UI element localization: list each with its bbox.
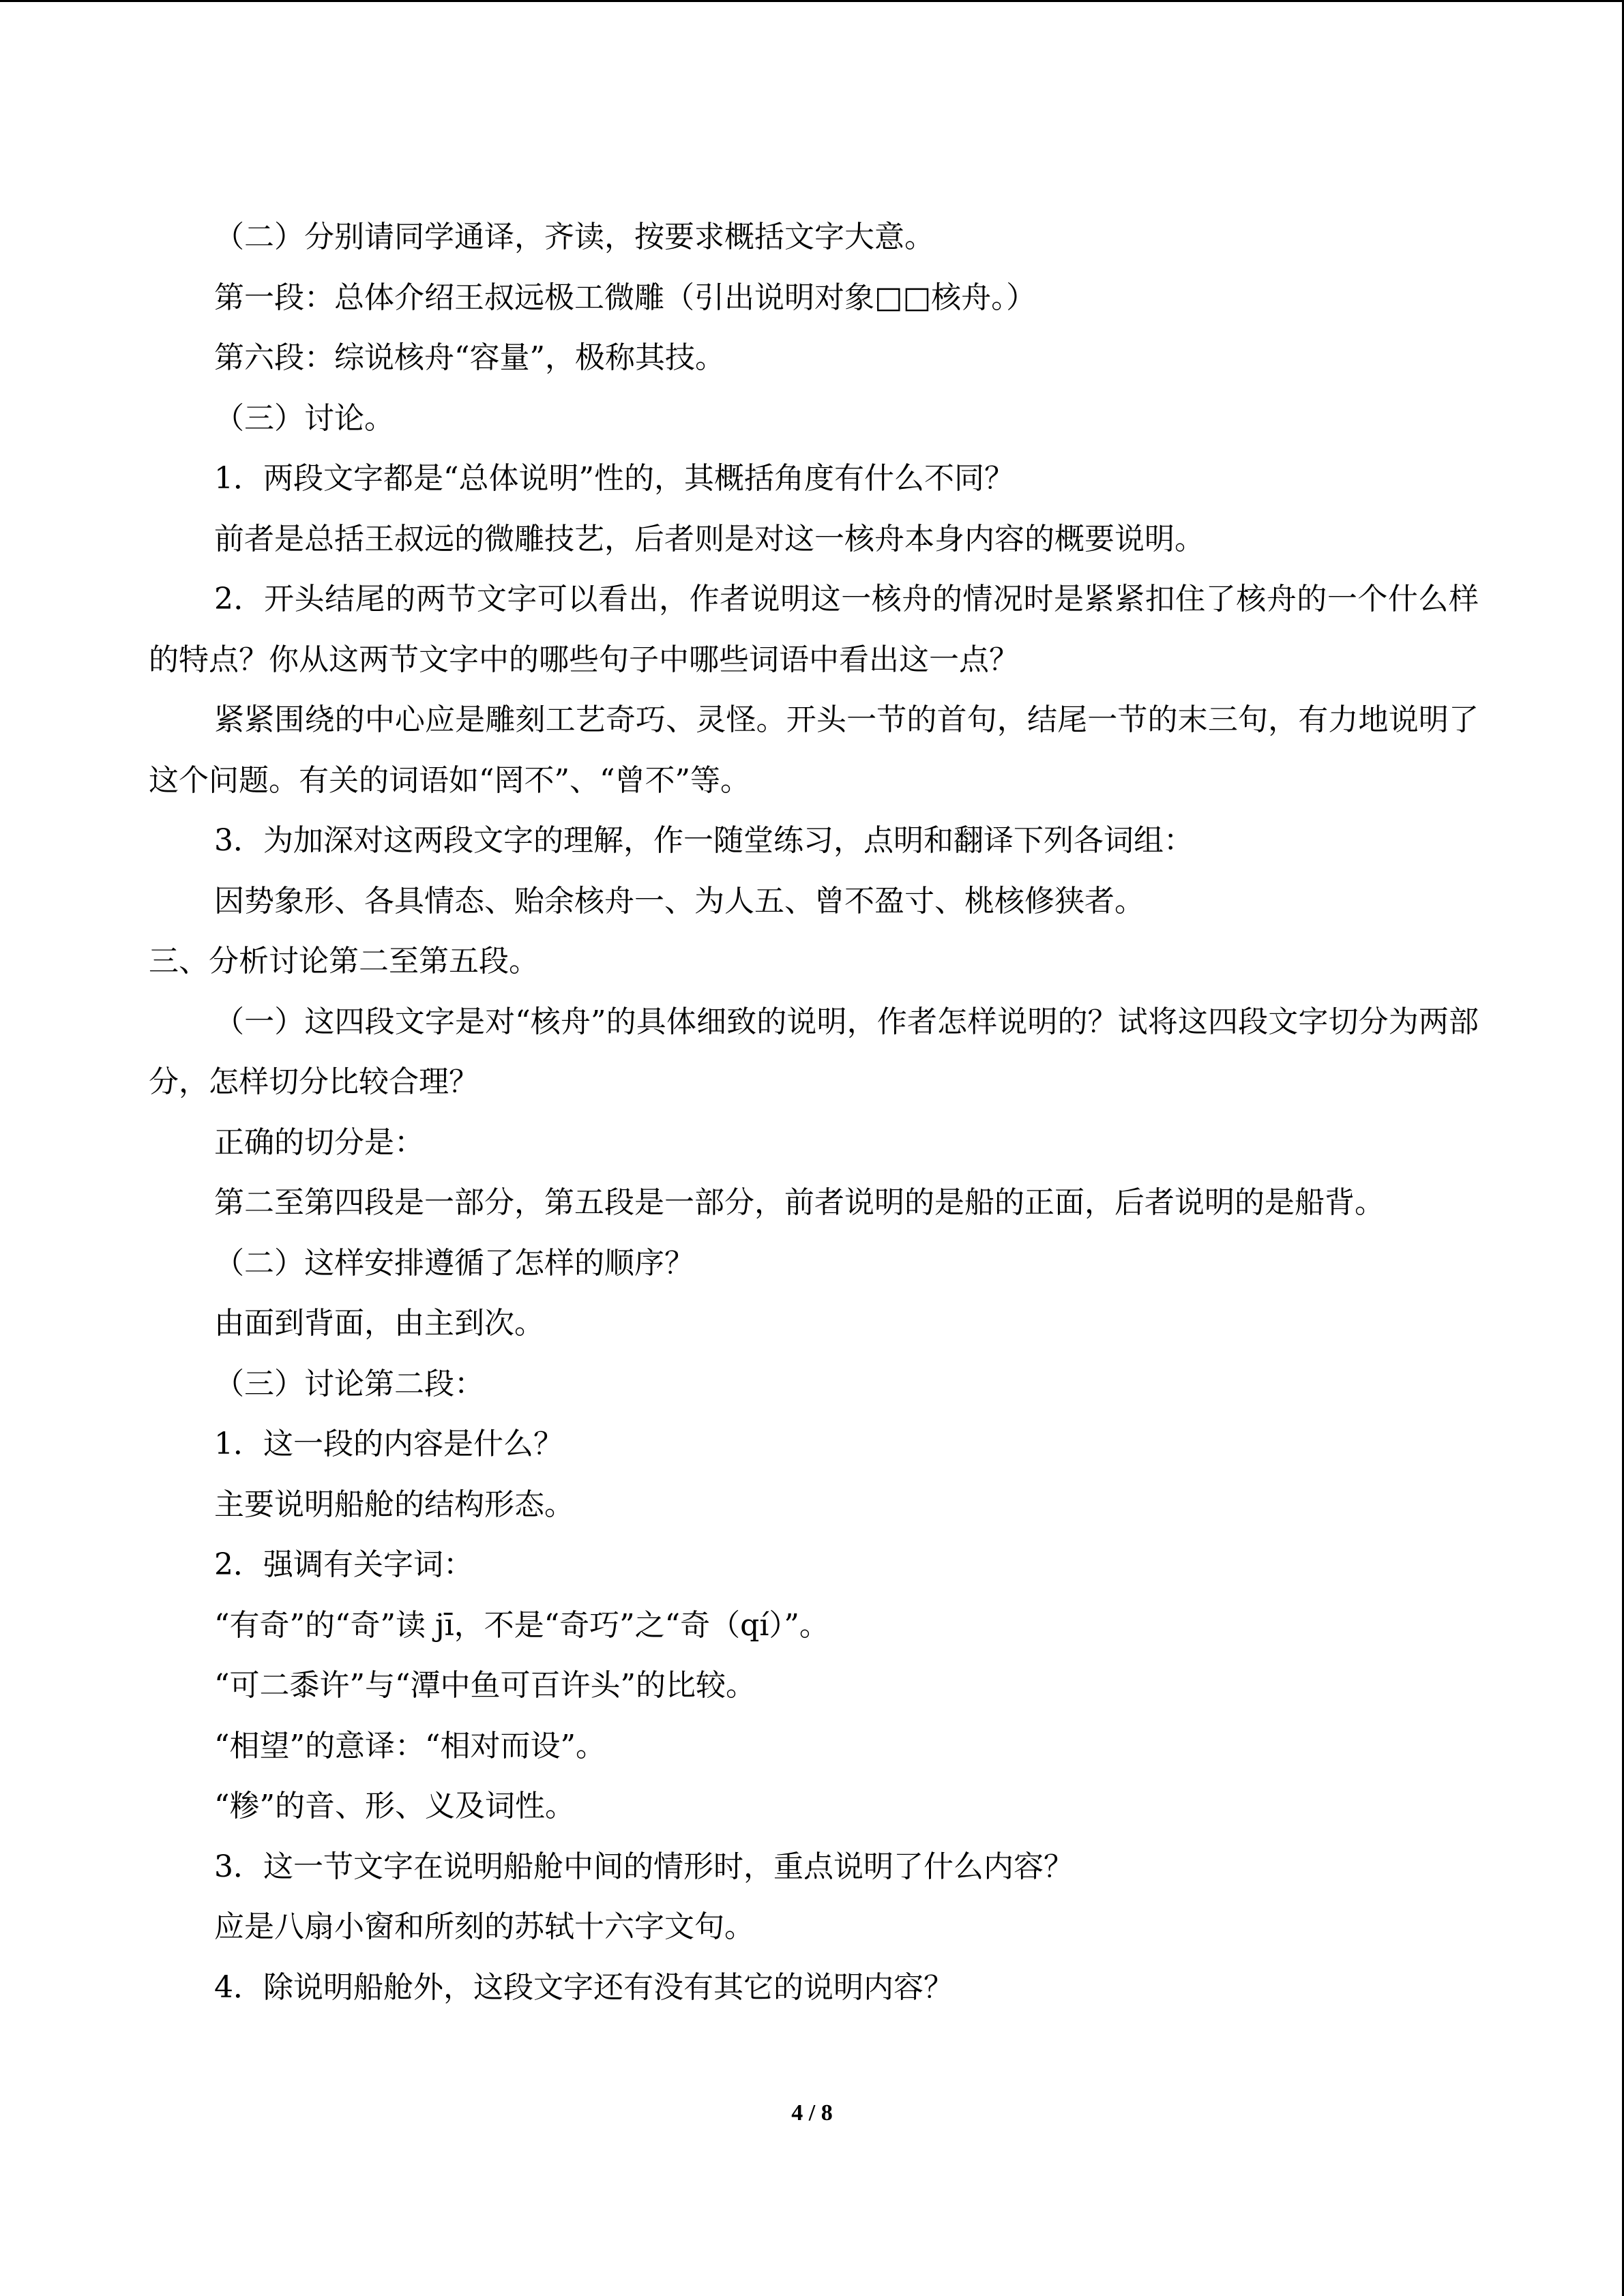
paragraph-2: 第六段：综说核舟“容量”，极称其技。 bbox=[214, 340, 725, 375]
paragraph-9: 因势象形、各具情态、贻余核舟一、为人五、曾不盈寸、桃核修狭者。 bbox=[214, 883, 1145, 919]
paragraph-3: （三）讨论。 bbox=[214, 400, 394, 436]
paragraph-8: 3．为加深对这两段文字的理解，作一随堂练习，点明和翻译下列各词组： bbox=[214, 823, 1194, 858]
paragraph-22: “相望”的意译：“相对而设”。 bbox=[214, 1728, 606, 1763]
paragraph-16: （三）讨论第二段： bbox=[214, 1366, 484, 1401]
paragraph-13: 第二至第四段是一部分，第五段是一部分，前者说明的是船的正面，后者说明的是船背。 bbox=[214, 1185, 1385, 1220]
paragraph-25: 应是八扇小窗和所刻的苏轼十六字文句。 bbox=[214, 1909, 754, 1944]
paragraph-5: 前者是总括王叔远的微雕技艺，后者则是对这一核舟本身内容的概要说明。 bbox=[214, 521, 1205, 556]
paragraph-26: 4．除说明船舱外，这段文字还有没有其它的说明内容？ bbox=[214, 1969, 954, 2005]
paragraph-19: 2．强调有关字词： bbox=[214, 1547, 473, 1582]
paragraph-7: 紧紧围绕的中心应是雕刻工艺奇巧、灵怪。开头一节的首句，结尾一节的末三句，有力地说明了这个问题。有关的词语如“罔不”、“曾不”等。 bbox=[149, 702, 1479, 798]
paragraph-15: 由面到背面，由主到次。 bbox=[214, 1306, 544, 1341]
paragraph-21: “可二黍许”与“潭中鱼可百许头”的比较。 bbox=[214, 1668, 756, 1703]
paragraph-4: 1．两段文字都是“总体说明”性的，其概括角度有什么不同？ bbox=[214, 461, 1014, 496]
paragraph-23: “糁”的音、形、义及词性。 bbox=[214, 1789, 575, 1823]
top-border-rule bbox=[0, 0, 1624, 2]
paragraph-6: 2．开头结尾的两节文字可以看出，作者说明这一核舟的情况时是紧紧扣住了核舟的一个什么样的特点？你从这两节文字中的哪些句子中哪些词语中看出这一点？ bbox=[149, 582, 1479, 677]
paragraph-24: 3．这一节文字在说明船舱中间的情形时，重点说明了什么内容？ bbox=[214, 1849, 1074, 1884]
paragraph-0: （二）分别请同学通译，齐读，按要求概括文字大意。 bbox=[214, 220, 934, 254]
document-body bbox=[149, 207, 1479, 2018]
paragraph-17: 1．这一段的内容是什么？ bbox=[214, 1427, 563, 1461]
page-number: 4 / 8 bbox=[791, 2100, 833, 2126]
paragraph-18: 主要说明船舱的结构形态。 bbox=[214, 1487, 574, 1522]
paragraph-11: （一）这四段文字是对“核舟”的具体细致的说明，作者怎样说明的？试将这四段文字切分为两部分，怎样切分比较合理？ bbox=[149, 1004, 1479, 1099]
paragraph-12: 正确的切分是： bbox=[214, 1124, 424, 1160]
paragraph-1: 第一段：总体介绍王叔远极工微雕（引出说明对象□□核舟。） bbox=[214, 280, 1037, 315]
paragraph-20: “有奇”的“奇”读 jī，不是“奇巧”之“奇（qí）”。 bbox=[214, 1607, 829, 1643]
paragraph-14: （二）这样安排遵循了怎样的顺序？ bbox=[214, 1245, 694, 1281]
section-heading-3: 三、分析讨论第二至第五段。 bbox=[149, 944, 539, 979]
